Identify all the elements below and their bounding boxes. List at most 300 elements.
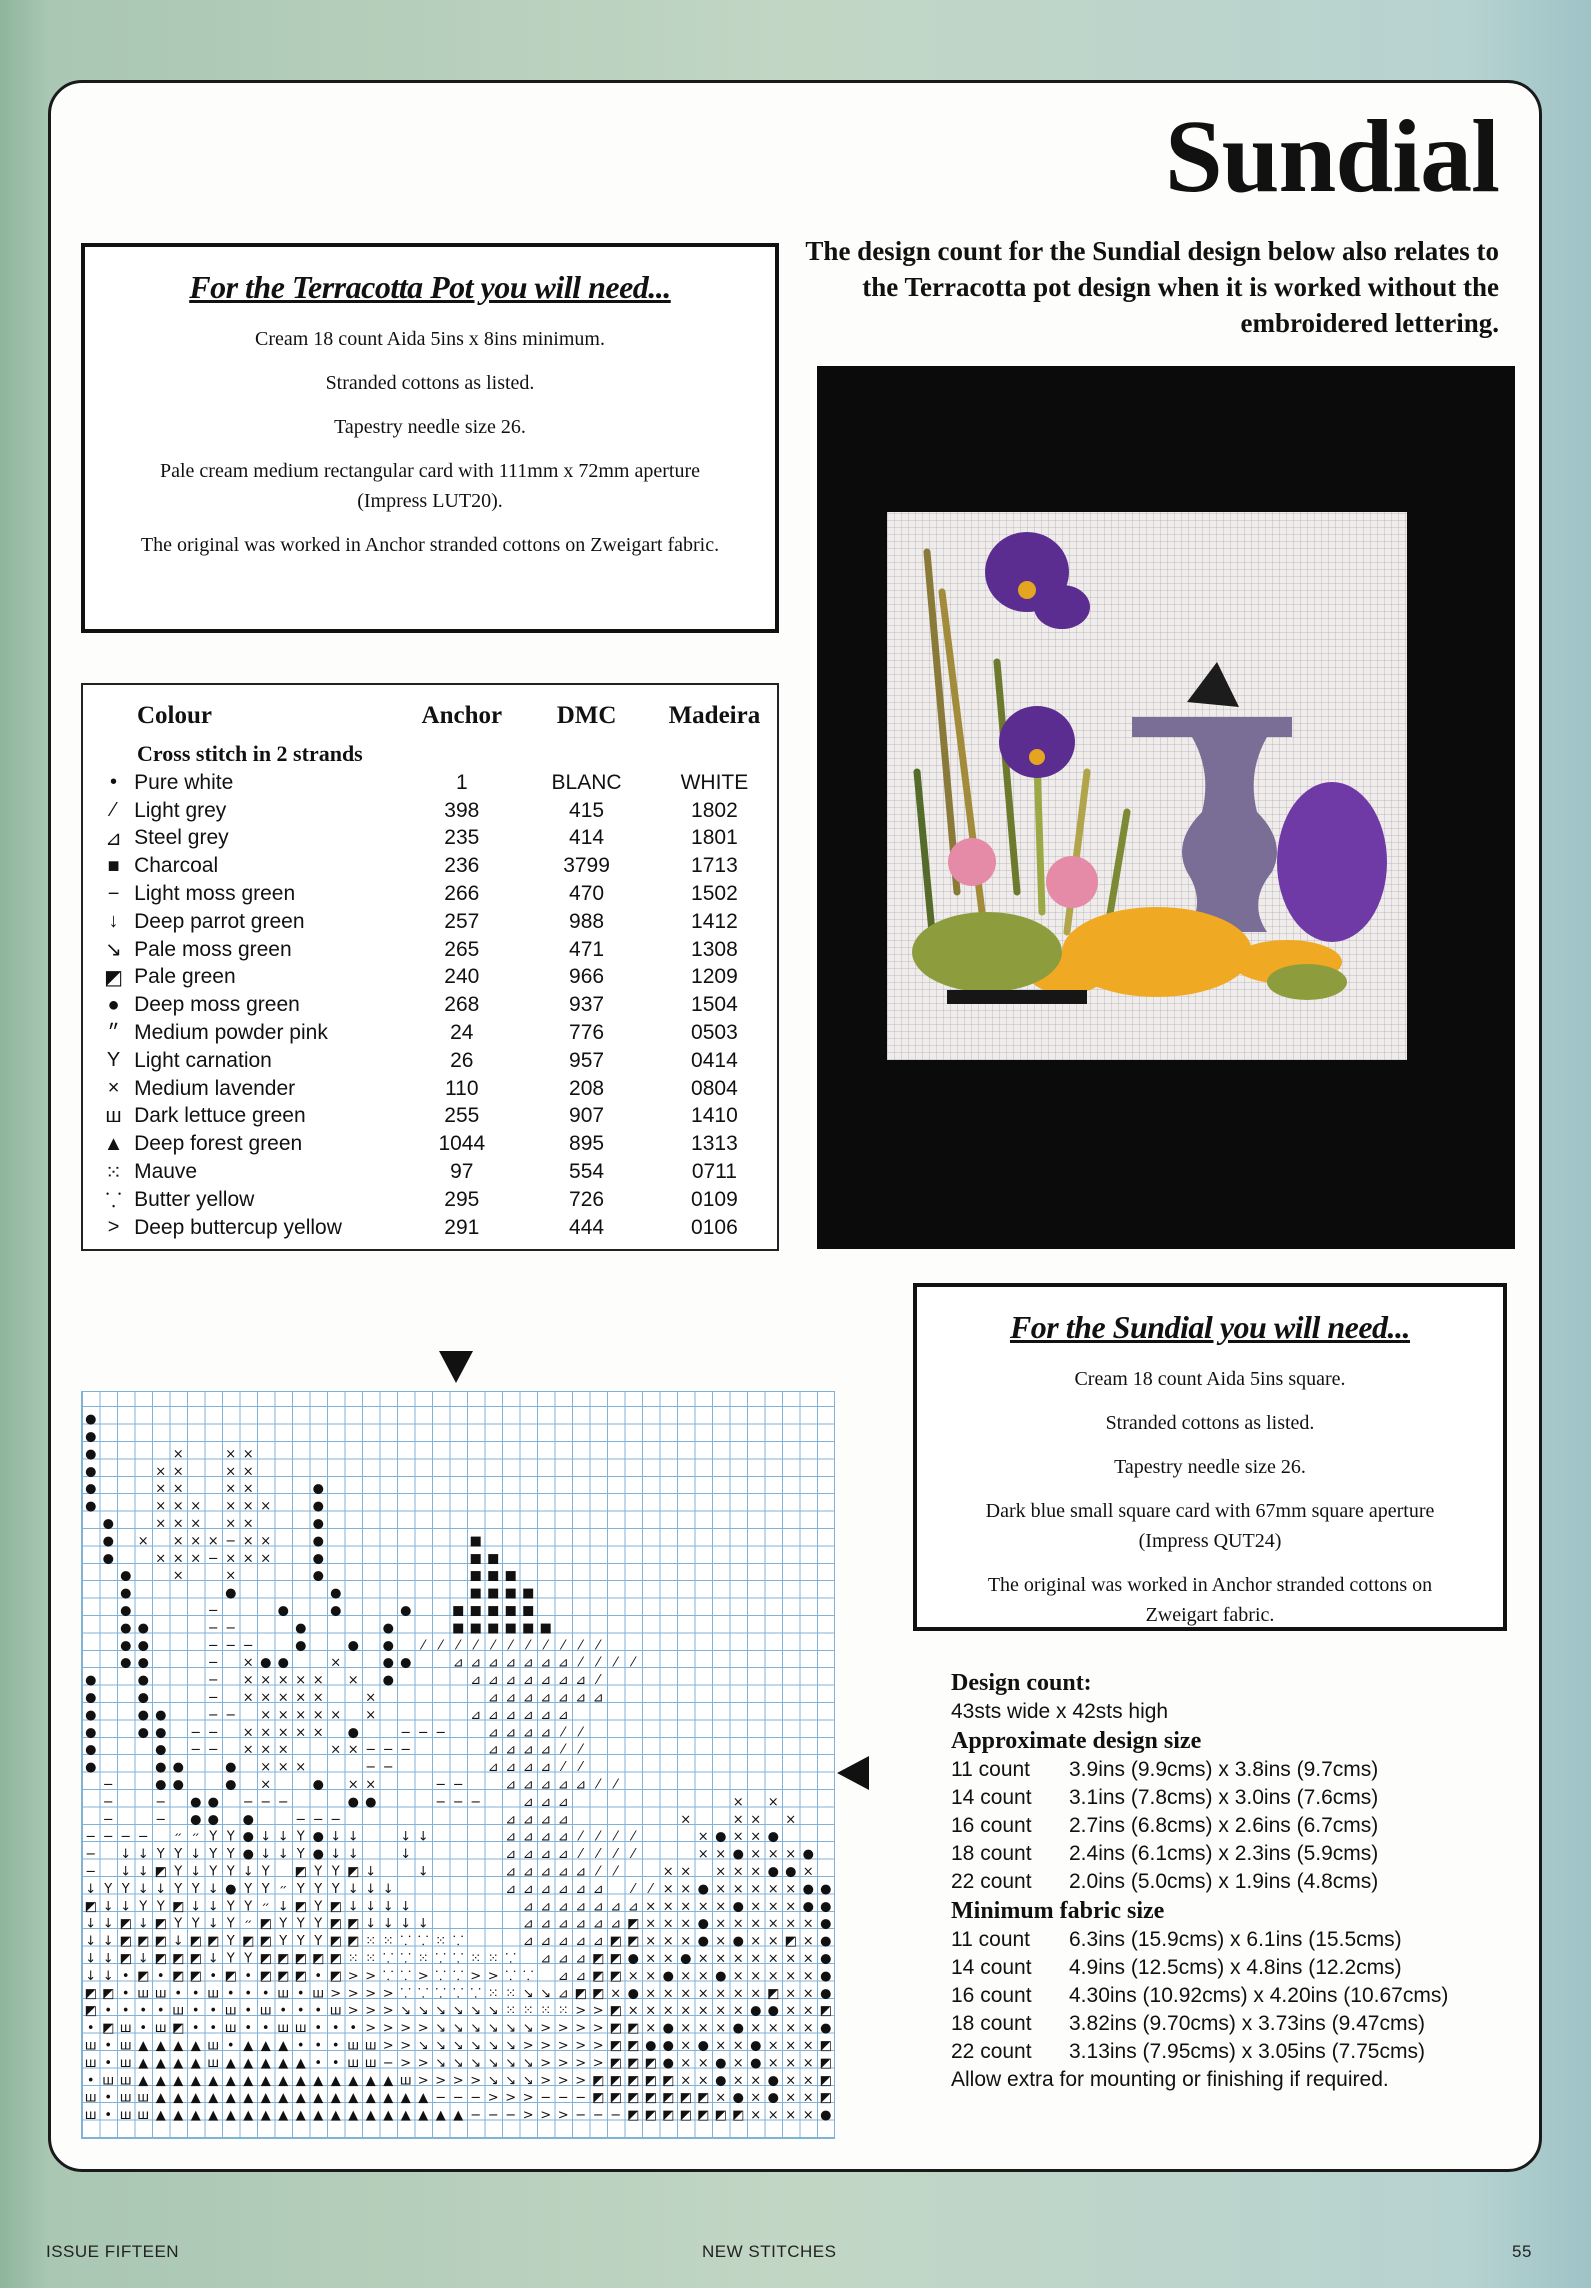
stitch-symbol: × <box>260 1777 272 1793</box>
stitch-symbol: − <box>575 2090 587 2106</box>
stitch-symbol: ● <box>820 1951 832 1967</box>
stitch-symbol: ▲ <box>138 2055 149 2071</box>
stitch-symbol: ↘ <box>540 1986 552 2002</box>
stitch-symbol: ↓ <box>277 1899 289 1915</box>
center-column-marker-icon <box>439 1351 473 1383</box>
stitch-symbol: ⸪ <box>417 1934 429 1950</box>
stitch-symbol: × <box>732 2038 744 2054</box>
stitch-symbol: ⊿ <box>557 1777 569 1793</box>
stitch-symbol: ⊿ <box>575 1673 587 1689</box>
stitch-symbol: ◩ <box>644 2090 657 2106</box>
stitch-symbol: × <box>645 1968 657 1984</box>
stitch-symbol: > <box>452 2073 464 2089</box>
stitch-symbol: • <box>244 1968 253 1984</box>
stitch-symbol: ● <box>820 1899 832 1915</box>
stitch-symbol: ▲ <box>295 2090 306 2106</box>
stitch-symbol: ◩ <box>819 2090 832 2106</box>
stitch-symbol: > <box>540 2108 552 2124</box>
stitch-symbol: > <box>347 2003 359 2019</box>
stitch-symbol: ⊿ <box>592 1916 604 1932</box>
stitch-symbol: ⊿ <box>470 1655 482 1671</box>
stitch-symbol: ● <box>400 1603 412 1619</box>
key-madeira: 0804 <box>691 1076 738 1100</box>
stitch-symbol: − <box>102 1777 114 1793</box>
key-anchor: 97 <box>450 1160 474 1184</box>
stitch-symbol: ● <box>330 1586 342 1602</box>
stitch-symbol: > <box>382 1986 394 2002</box>
stitch-symbol: × <box>715 1899 727 1915</box>
key-anchor: 291 <box>444 1215 480 1239</box>
stitch-symbol: ◩ <box>294 1899 307 1915</box>
stitch-symbol: ш <box>154 1986 167 2002</box>
stitch-symbol: ◩ <box>627 2021 640 2037</box>
key-row <box>93 880 777 908</box>
stitch-symbol: ● <box>85 1499 97 1515</box>
stitch-symbol: − <box>207 1673 219 1689</box>
stitch-symbol: ▲ <box>365 2108 376 2124</box>
stitch-symbol: ● <box>102 1516 114 1532</box>
stitch-symbol: × <box>347 1742 359 1758</box>
stitch-symbol: × <box>172 1481 184 1497</box>
stitch-symbol: ● <box>645 2038 657 2054</box>
stitch-symbol: − <box>505 2108 517 2124</box>
stitch-symbol: ■ <box>504 1620 517 1636</box>
size-value: 4.9ins (12.5cms) x 4.8ins (12.2cms) <box>1069 1956 1402 1979</box>
stitch-symbol: > <box>575 2055 587 2071</box>
stitch-symbol: ■ <box>469 1551 482 1567</box>
stitch-symbol: × <box>225 1499 237 1515</box>
stitch-symbol: ⸪ <box>505 1968 517 1984</box>
stitch-symbol: ▲ <box>190 2038 201 2054</box>
colour-key <box>93 693 777 1242</box>
stitch-symbol: ● <box>750 2038 762 2054</box>
stitch-symbol: × <box>750 2090 762 2106</box>
stitch-symbol: ▲ <box>173 2108 184 2124</box>
stitch-symbol: > <box>557 2038 569 2054</box>
stitch-symbol: ● <box>820 1916 832 1932</box>
key-row <box>93 1103 777 1131</box>
stitch-symbol: × <box>645 1986 657 2002</box>
stitch-symbol: ↓ <box>400 1899 412 1915</box>
stitch-symbol: ↘ <box>452 2055 464 2071</box>
stitch-symbol: ◩ <box>592 2073 605 2089</box>
stitch-symbol: ◩ <box>189 1968 202 1984</box>
stitch-symbol: Y <box>244 1951 253 1967</box>
key-madeira: 1313 <box>691 1132 738 1156</box>
stitch-symbol: ш <box>207 1986 220 2002</box>
stitch-symbol: Y <box>139 1899 148 1915</box>
stitch-symbol: × <box>732 1812 744 1828</box>
stitch-symbol: ⊿ <box>522 1829 534 1845</box>
stitch-symbol: ▲ <box>313 2108 324 2124</box>
stitch-symbol: ■ <box>487 1620 500 1636</box>
stitch-symbol: ↘ <box>435 2021 447 2037</box>
stitch-symbol: ● <box>137 1725 149 1741</box>
stitch-symbol: • <box>331 2038 340 2054</box>
stitch-symbol: ▲ <box>278 2038 289 2054</box>
stitch-symbol: • <box>104 2108 113 2124</box>
stitch-symbol: Y <box>191 1916 200 1932</box>
finishing-note: Allow extra for mounting or finishing if required. <box>951 2068 1389 2091</box>
key-anchor: 235 <box>444 826 480 850</box>
stitch-symbol: ◩ <box>347 1864 360 1880</box>
stitch-symbol: × <box>715 2038 727 2054</box>
stitch-symbol: × <box>680 2038 692 2054</box>
stitch-symbol: ↓ <box>120 1899 132 1915</box>
size-line <box>951 1868 1521 1896</box>
stitch-symbol: ш <box>399 2073 412 2089</box>
stitch-symbol: × <box>680 2073 692 2089</box>
stitch-symbol: ⊿ <box>557 1986 569 2002</box>
stitch-symbol: ◩ <box>172 1968 185 1984</box>
stitch-symbol: ⊿ <box>522 1742 534 1758</box>
stitch-symbol: ↓ <box>242 1864 254 1880</box>
stitch-symbol: ◩ <box>627 2055 640 2071</box>
stitch-symbol: × <box>802 2073 814 2089</box>
stitch-symbol: ◩ <box>294 1864 307 1880</box>
key-symbol: ⁄ <box>111 799 116 822</box>
stitch-symbol: ▲ <box>295 2055 306 2071</box>
stitch-symbol: Y <box>331 1864 340 1880</box>
stitch-symbol: > <box>417 1968 429 1984</box>
stitch-symbol: > <box>575 2003 587 2019</box>
stitch-symbol: ▲ <box>383 2073 394 2089</box>
stitch-symbol: ⊿ <box>540 1881 552 1897</box>
key-row <box>93 1047 777 1075</box>
stitch-symbol: ▲ <box>348 2108 359 2124</box>
stitch-symbol: ш <box>207 2055 220 2071</box>
stitch-symbol: × <box>715 2090 727 2106</box>
key-anchor: 257 <box>444 909 480 933</box>
stitch-symbol: > <box>330 1986 342 2002</box>
stitch-symbol: × <box>645 1934 657 1950</box>
key-symbol: • <box>110 771 118 794</box>
stitch-symbol: × <box>767 1847 779 1863</box>
stitch-symbol: ● <box>277 1655 289 1671</box>
stitch-symbol: ↓ <box>330 1829 342 1845</box>
stitch-symbol: × <box>155 1499 167 1515</box>
stitch-symbol: ↓ <box>190 1899 202 1915</box>
stitch-symbol: ● <box>312 1481 324 1497</box>
stitch-symbol: ↘ <box>470 2003 482 2019</box>
stitch-symbol: ⁄ <box>597 1638 600 1654</box>
stitch-symbol: > <box>505 2090 517 2106</box>
stitch-symbol: × <box>732 1881 744 1897</box>
stitch-symbol: ● <box>662 2055 674 2071</box>
size-line <box>951 1954 1521 1982</box>
stitch-symbol: ш <box>364 2038 377 2054</box>
stitch-symbol: • <box>244 2021 253 2037</box>
stitch-symbol: ▲ <box>190 2055 201 2071</box>
stitch-symbol: ● <box>120 1603 132 1619</box>
stitch-symbol: × <box>295 1760 307 1776</box>
stitch-symbol: ⁄ <box>597 1655 600 1671</box>
stitch-symbol: × <box>260 1690 272 1706</box>
design-count-value: 43sts wide x 42sts high <box>951 1700 1169 1723</box>
stitch-symbol: Y <box>296 1881 305 1897</box>
stitch-symbol: ● <box>172 1777 184 1793</box>
stitch-symbol: ◩ <box>329 1899 342 1915</box>
stitch-symbol: ● <box>207 1794 219 1810</box>
stitch-symbol: ● <box>85 1429 97 1445</box>
stitch-symbol: ш <box>84 2090 97 2106</box>
stitch-symbol: ■ <box>539 1620 552 1636</box>
stitch-symbol: Y <box>226 1934 235 1950</box>
stitch-symbol: ◩ <box>242 1934 255 1950</box>
stitch-symbol: ⁄ <box>579 1725 582 1741</box>
stitch-symbol: × <box>365 1690 377 1706</box>
stitch-symbol: × <box>697 1829 709 1845</box>
stitch-symbol: ↓ <box>190 1847 202 1863</box>
stitch-symbol: ↓ <box>207 1951 219 1967</box>
stitch-symbol: ◩ <box>679 2108 692 2124</box>
stitch-symbol: ⊿ <box>540 1707 552 1723</box>
stitch-symbol: × <box>330 1742 342 1758</box>
stitch-symbol: ◩ <box>329 1968 342 1984</box>
stitch-symbol: ● <box>137 1673 149 1689</box>
stitch-symbol: ● <box>662 2021 674 2037</box>
stitch-symbol: > <box>400 2038 412 2054</box>
stitch-symbol: ⸪ <box>505 1951 517 1967</box>
stitch-symbol: ◩ <box>662 2073 675 2089</box>
stitch-symbol: × <box>260 1551 272 1567</box>
stitch-symbol: • <box>314 2003 323 2019</box>
stitch-symbol: > <box>365 1986 377 2002</box>
stitch-symbol: × <box>697 1968 709 1984</box>
stitch-symbol: ▲ <box>278 2108 289 2124</box>
stitch-symbol: ◩ <box>574 1986 587 2002</box>
stitch-symbol: − <box>155 1794 167 1810</box>
stitch-symbol: ▲ <box>225 2108 236 2124</box>
stitch-symbol: ● <box>85 1707 97 1723</box>
stitch-symbol: ⸪ <box>435 1951 447 1967</box>
stitch-symbol: − <box>207 1620 219 1636</box>
stitch-symbol: ◩ <box>609 2090 622 2106</box>
stitch-symbol: > <box>400 2021 412 2037</box>
stitch-symbol: × <box>680 1881 692 1897</box>
stitch-symbol: × <box>225 1481 237 1497</box>
stitch-symbol: × <box>680 2021 692 2037</box>
stitch-symbol: × <box>295 1707 307 1723</box>
stitch-symbol: × <box>260 1707 272 1723</box>
stitch-symbol: × <box>750 1847 762 1863</box>
stitch-symbol: × <box>767 2055 779 2071</box>
stitch-symbol: ▲ <box>313 2090 324 2106</box>
stitch-symbol: ● <box>732 1934 744 1950</box>
key-dmc: 415 <box>569 798 605 822</box>
stitch-symbol: ● <box>382 1620 394 1636</box>
stitch-symbol: × <box>662 1864 674 1880</box>
stitch-symbol: × <box>645 2003 657 2019</box>
stitch-symbol: • <box>261 2021 270 2037</box>
stitch-symbol: − <box>225 1638 237 1654</box>
stitch-symbol: − <box>190 1725 202 1741</box>
stitch-symbol: ⁄ <box>632 1655 635 1671</box>
stitch-symbol: ⁄ <box>579 1638 582 1654</box>
stitch-symbol: Y <box>314 1864 323 1880</box>
stitch-symbol: ● <box>312 1551 324 1567</box>
stitch-symbol: ⁄ <box>562 1638 565 1654</box>
stitch-symbol: ⁄ <box>439 1638 442 1654</box>
stitch-symbol: × <box>680 1986 692 2002</box>
stitch-symbol: ● <box>382 1655 394 1671</box>
stitch-symbol: > <box>540 2038 552 2054</box>
stitch-symbol: ⁄ <box>614 1847 617 1863</box>
header-colour: Colour <box>137 702 212 729</box>
stitch-symbol: ■ <box>522 1620 535 1636</box>
size-line <box>951 1840 1521 1868</box>
stitch-symbol: ↘ <box>522 2021 534 2037</box>
stitch-symbol: − <box>190 1742 202 1758</box>
stitch-symbol: Y <box>209 1864 218 1880</box>
stitch-symbol: ◩ <box>172 2021 185 2037</box>
stitch-symbol: ● <box>85 1673 97 1689</box>
stitch-symbol: ⊿ <box>557 1655 569 1671</box>
stitch-symbol: Y <box>174 1847 183 1863</box>
stitch-symbol: ⊿ <box>557 1707 569 1723</box>
stitch-symbol: ⸪ <box>452 1968 464 1984</box>
stitch-symbol: × <box>785 1986 797 2002</box>
key-row <box>93 1019 777 1047</box>
stitch-symbol: ● <box>120 1586 132 1602</box>
stitch-symbol: ⊿ <box>522 1881 534 1897</box>
key-symbol: − <box>107 882 120 905</box>
stitch-symbol: × <box>750 1864 762 1880</box>
stitch-symbol: ▲ <box>418 2108 429 2124</box>
stitch-symbol: ↓ <box>382 1881 394 1897</box>
stitch-symbol: ◩ <box>259 1934 272 1950</box>
key-madeira: 1713 <box>691 854 738 878</box>
stitch-symbol: × <box>172 1568 184 1584</box>
stitch-symbol: × <box>225 1464 237 1480</box>
stitch-symbol: ш <box>277 1986 290 2002</box>
stitch-symbol: ↓ <box>365 1916 377 1932</box>
stitch-symbol: ◩ <box>819 2038 832 2054</box>
stitch-symbol: ■ <box>522 1603 535 1619</box>
stitch-symbol: × <box>277 1690 289 1706</box>
stitch-symbol: ● <box>312 1499 324 1515</box>
stitch-symbol: − <box>207 1603 219 1619</box>
stitch-symbol: ● <box>732 2090 744 2106</box>
stitch-symbol: ▲ <box>330 2108 341 2124</box>
stitch-symbol: × <box>312 1725 324 1741</box>
key-symbol: > <box>107 1216 120 1239</box>
size-count: 16 count <box>951 1984 1032 2007</box>
stitch-symbol: × <box>732 1829 744 1845</box>
stitch-symbol: ш <box>119 2090 132 2106</box>
stitch-symbol: ● <box>365 1794 377 1810</box>
stitch-symbol: ш <box>119 2038 132 2054</box>
key-madeira: 1412 <box>691 909 738 933</box>
stitch-symbol: • <box>209 2021 218 2037</box>
stitch-symbol: × <box>785 2073 797 2089</box>
header-madeira: Madeira <box>668 702 761 729</box>
stitch-symbol: × <box>627 2003 639 2019</box>
stitch-symbol: ↓ <box>277 1847 289 1863</box>
key-colour-name: Medium powder pink <box>134 1021 328 1045</box>
stitch-symbol: ▲ <box>155 2090 166 2106</box>
stitch-symbol: ш <box>347 2038 360 2054</box>
size-line <box>951 1982 1521 2010</box>
stitch-symbol: ◩ <box>627 2073 640 2089</box>
stitch-symbol: ⁙ <box>505 2003 517 2019</box>
stitch-symbol: • <box>174 1986 183 2002</box>
stitch-symbol: ⊿ <box>575 1968 587 1984</box>
stitch-symbol: Y <box>121 1881 130 1897</box>
stitch-symbol: > <box>540 2073 552 2089</box>
stitch-symbol: ⊿ <box>505 1725 517 1741</box>
stitch-symbol: × <box>750 1951 762 1967</box>
stitch-symbol: ↘ <box>487 2073 499 2089</box>
stitch-symbol: × <box>785 2038 797 2054</box>
stitch-symbol: ⁙ <box>487 1986 499 2002</box>
stitch-symbol: × <box>242 1516 254 1532</box>
stitch-symbol: ↓ <box>400 1916 412 1932</box>
stitch-symbol: • <box>104 2038 113 2054</box>
stitch-symbol: > <box>592 2021 604 2037</box>
stitch-symbol: × <box>750 2108 762 2124</box>
stitch-symbol: × <box>767 1916 779 1932</box>
stitch-symbol: ● <box>85 1742 97 1758</box>
stitch-symbol: ш <box>224 2003 237 2019</box>
size-count: 16 count <box>951 1814 1032 1837</box>
stitch-symbol: • <box>349 2021 358 2037</box>
stitch-symbol: − <box>155 1812 167 1828</box>
size-count: 14 count <box>951 1786 1032 1809</box>
stitch-symbol: × <box>662 1934 674 1950</box>
stitch-symbol: ⁄ <box>579 1760 582 1776</box>
stitch-symbol: × <box>242 1725 254 1741</box>
stitch-symbol: • <box>104 2090 113 2106</box>
stitch-symbol: × <box>785 1916 797 1932</box>
stitch-symbol: ↓ <box>347 1881 359 1897</box>
stitch-symbol: ▲ <box>190 2073 201 2089</box>
stitch-symbol: ▲ <box>190 2108 201 2124</box>
stitch-symbol: ● <box>732 2021 744 2037</box>
stitch-symbol: ⊿ <box>505 1673 517 1689</box>
stitch-symbol: ↓ <box>347 1847 359 1863</box>
stitch-symbol: • <box>244 2003 253 2019</box>
stitch-symbol: × <box>242 1673 254 1689</box>
stitched-sundial-picture <box>887 512 1407 1060</box>
size-value: 3.9ins (9.9cms) x 3.8ins (9.7cms) <box>1069 1758 1379 1781</box>
stitch-symbol: ↘ <box>522 2055 534 2071</box>
stitch-symbol: ● <box>85 1690 97 1706</box>
stitch-symbol: × <box>785 2021 797 2037</box>
stitch-symbol: ▲ <box>243 2108 254 2124</box>
stitch-symbol: ⊿ <box>557 1951 569 1967</box>
stitch-symbol: ● <box>225 1760 237 1776</box>
stitch-symbol: ▲ <box>453 2108 464 2124</box>
stitch-symbol: ↘ <box>452 2038 464 2054</box>
materials-line: Cream 18 count Aida 5ins x 8ins minimum. <box>255 328 605 350</box>
stitch-symbol: ↓ <box>102 1899 114 1915</box>
center-row-marker-icon <box>837 1756 869 1790</box>
stitch-symbol: × <box>750 2073 762 2089</box>
stitch-symbol: ● <box>732 1847 744 1863</box>
stitch-symbol: − <box>452 2090 464 2106</box>
stitch-symbol: ◩ <box>609 1968 622 1984</box>
stitch-symbol: ◩ <box>189 1951 202 1967</box>
stitch-symbol: × <box>697 2021 709 2037</box>
stitch-symbol: ⊿ <box>522 1934 534 1950</box>
stitch-symbol: − <box>137 1829 149 1845</box>
key-symbol: ● <box>107 993 120 1016</box>
stitch-symbol: × <box>785 1881 797 1897</box>
stitch-symbol: ▲ <box>365 2090 376 2106</box>
stitch-symbol: ● <box>137 1707 149 1723</box>
thread-key-table <box>81 683 779 1251</box>
